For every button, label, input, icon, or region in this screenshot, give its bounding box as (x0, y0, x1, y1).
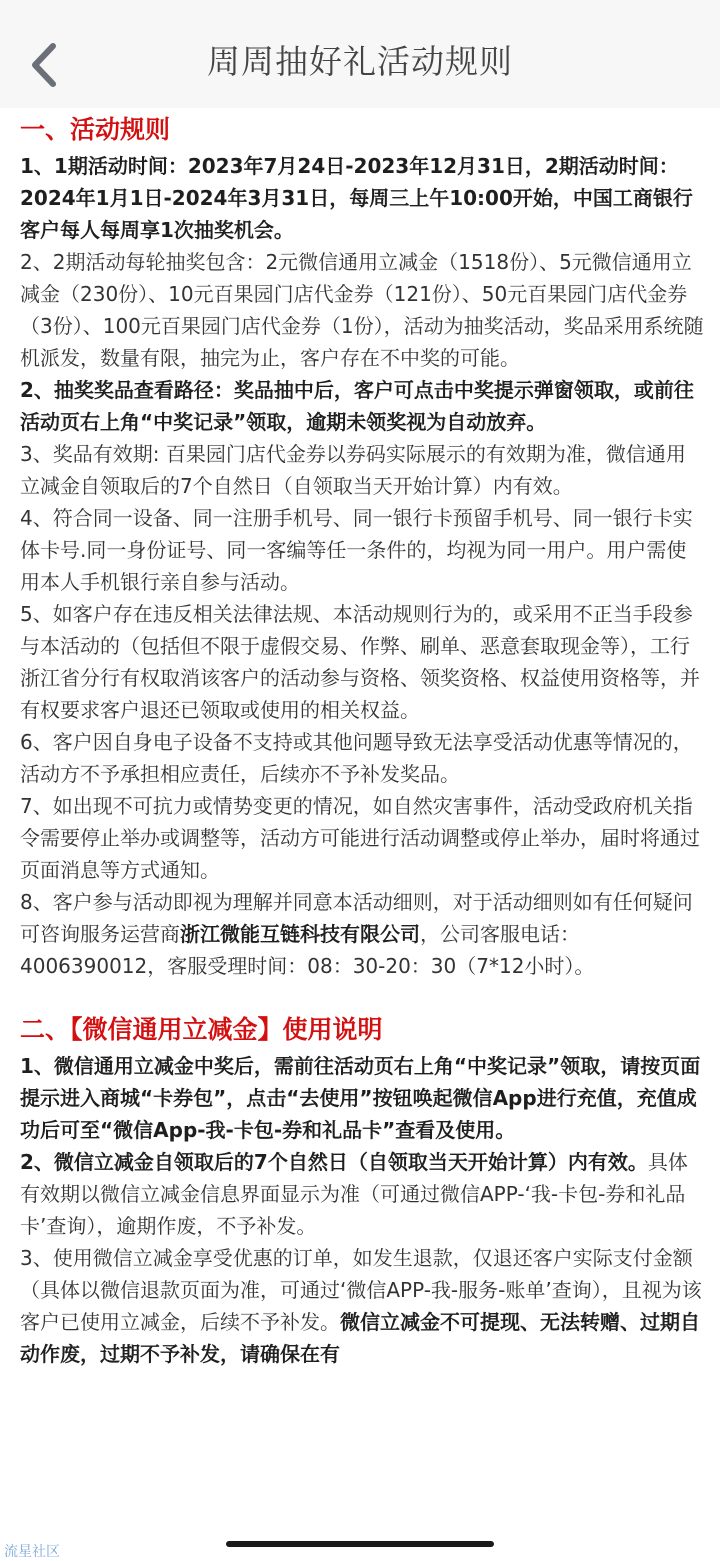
usage-1: 1、微信通用立减金中奖后，需前往活动页右上角“中奖记录”领取，请按页面提示进入商城“卡券包”，点击“去使用”按钮唤起微信App进行充值，充值成功后可至“微信App-我-卡包-券和礼品卡”查看及使用。 (20, 1054, 701, 1142)
rules-content (20, 108, 704, 1370)
rule-5: 5、如客户存在违反相关法律法规、本活动规则行为的，或采用不正当手段参与本活动的（包括但不限于虚假交易、作弊、刷单、恶意套取现金等），工行浙江省分行有权取消该客户的活动参与资格、领奖资格、权益使用资格等，并有权要求客户退还已领取或使用的相关权益。 (20, 602, 700, 722)
rule-8-text-b: ，公司客服电话：4006390012，客服受理时间：08：30-20：30（7*12小时）。 (20, 922, 595, 978)
rule-3: 3、奖品有效期: 百果园门店代金券以券码实际展示的有效期为准，微信通用立减金自领取后的7个自然日（自领取当天开始计算）内有效。 (20, 442, 686, 498)
company-name: 浙江微能互链科技有限公司 (180, 922, 420, 946)
rule-2b: 2、抽奖奖品查看路径：奖品抽中后，客户可点击中奖提示弹窗领取，或前往活动页右上角“中奖记录”领取，逾期未领奖视为自动放弃。 (20, 378, 694, 434)
rule-4: 4、符合同一设备、同一注册手机号、同一银行卡预留手机号、同一银行卡实体卡号.同一身份证号、同一客编等任一条件的，均视为同一用户。用户需使用本人手机银行亲自参与活动。 (20, 506, 693, 594)
page-title: 周周抽好礼活动规则 (207, 42, 513, 81)
home-indicator[interactable] (226, 1541, 494, 1547)
rule-8 (20, 886, 704, 982)
usage-2-bold: 2、微信立减金自领取后的7个自然日（自领取当天开始计算）内有效。 (20, 1150, 648, 1174)
usage-3-normal: 3、使用微信立减金享受优惠的订单，如发生退款，仅退还客户实际支付金额（具体以微信退款页面为准，可通过‘微信APP-我-服务-账单’查询），且视为该客户已使用立减金，后续不予补发。 (20, 1246, 702, 1334)
usage-3 (20, 1242, 704, 1370)
rule-8-text-a: 8、客户参与活动即视为理解并同意本活动细则，对于活动细则如有任何疑问可咨询服务运营商 (20, 890, 693, 946)
rule-6: 6、客户因自身电子设备不支持或其他问题导致无法享受活动优惠等情况的，活动方不予承担相应责任，后续亦不予补发奖品。 (20, 730, 693, 786)
rule-2: 2、2期活动每轮抽奖包含：2元微信通用立减金（1518份）、5元微信通用立减金（230份）、10元百果园门店代金券（121份）、50元百果园门店代金券（3份）、100元百果园门店代金券（1份），活动为抽奖活动，奖品采用系统随机派发，数量有限，抽完为止，客户存在不中奖的可能。 (20, 250, 704, 370)
rule-7: 7、如出现不可抗力或情势变更的情况，如自然灾害事件，活动受政府机关指令需要停止举办或调整等，活动方可能进行活动调整或停止举办，届时将通过页面消息等方式通知。 (20, 794, 700, 882)
rule-1: 1、1期活动时间：2023年7月24日-2023年12月31日，2期活动时间：2024年1月1日-2024年3月31日，每周三上午10:00开始，中国工商银行客户每人每周享1次抽奖机会。 (20, 154, 693, 242)
usage-2-normal: 具体有效期以微信立减金信息界面显示为准（可通过微信APP-‘我-卡包-券和礼品卡’查询），逾期作废，不予补发。 (20, 1150, 688, 1238)
section-1-title: 一、活动规则 (20, 115, 171, 144)
usage-2 (20, 1146, 704, 1242)
usage-3-bold: 微信立减金不可提现、无法转赠、过期自动作废，过期不予补发，请确保在有 (20, 1310, 700, 1366)
watermark: 流星社区 (4, 1544, 60, 1560)
header-bar (0, 0, 720, 108)
section-2-title: 二、【微信通用立减金】使用说明 (20, 1015, 383, 1044)
